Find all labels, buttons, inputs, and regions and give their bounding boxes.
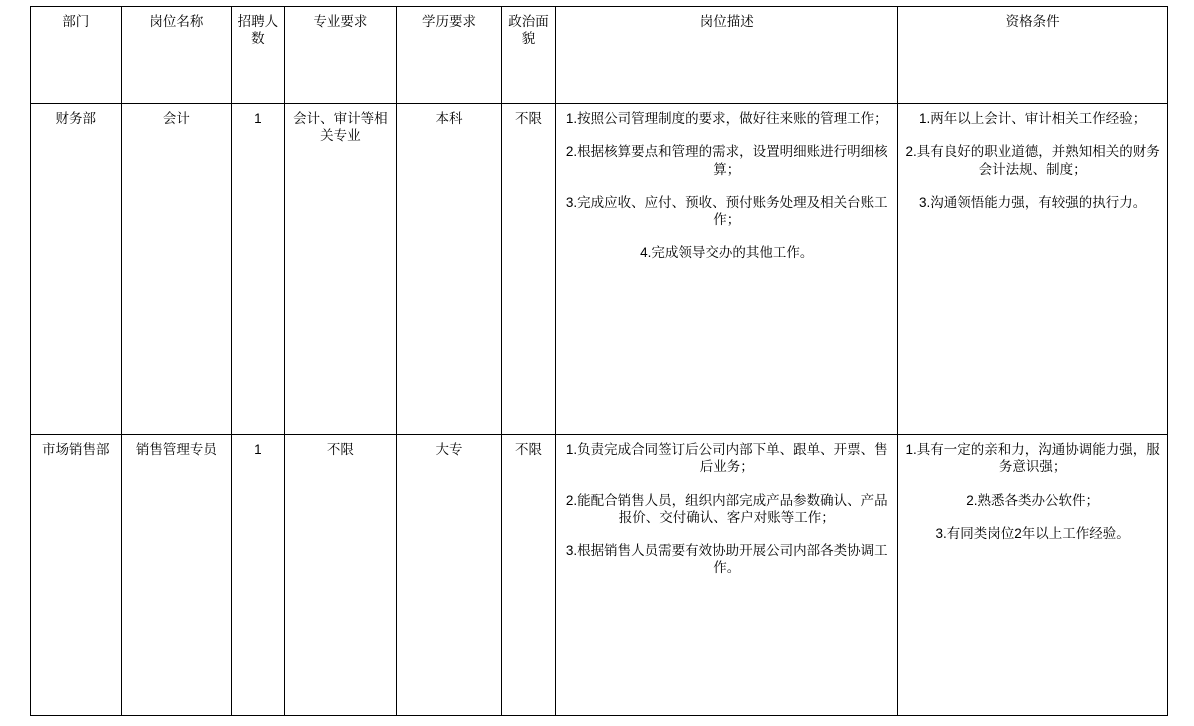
table-body xyxy=(31,104,1168,716)
qualification-item: 2.具有良好的职业道德，并熟知相关的财务会计法规、制度； xyxy=(905,144,1160,177)
cell-department: 财务部 xyxy=(31,104,122,435)
cell-education: 本科 xyxy=(397,104,502,435)
column-header-post-name: 岗位名称 xyxy=(121,7,232,104)
table-row xyxy=(31,104,1168,435)
cell-description xyxy=(556,104,898,435)
description-item: 1.负责完成合同签订后公司内部下单、跟单、开票、售后业务； xyxy=(565,442,888,475)
job-recruitment-table xyxy=(30,6,1168,716)
column-header-department: 部门 xyxy=(31,7,122,104)
table-row xyxy=(31,435,1168,716)
description-item: 2.根据核算要点和管理的需求，设置明细账进行明细核算； xyxy=(565,144,888,177)
qualification-item: 3.有同类岗位2年以上工作经验。 xyxy=(935,525,1130,541)
cell-post-name: 销售管理专员 xyxy=(121,435,232,716)
column-header-headcount: 招聘人数 xyxy=(232,7,284,104)
table-header-row xyxy=(31,7,1168,104)
qualification-item: 2.熟悉各类办公软件； xyxy=(966,492,1100,508)
cell-headcount: 1 xyxy=(232,104,284,435)
cell-major: 会计、审计等相关专业 xyxy=(284,104,397,435)
cell-education: 大专 xyxy=(397,435,502,716)
cell-politics: 不限 xyxy=(501,104,555,435)
cell-qualification xyxy=(898,104,1168,435)
column-header-politics: 政治面貌 xyxy=(501,7,555,104)
qualification-item: 1.两年以上会计、审计相关工作经验； xyxy=(919,111,1147,126)
table-header xyxy=(31,7,1168,104)
cell-politics: 不限 xyxy=(501,435,555,716)
description-item: 3.完成应收、应付、预收、预付账务处理及相关台账工作； xyxy=(565,194,888,228)
description-item: 1.按照公司管理制度的要求，做好往来账的管理工作； xyxy=(565,111,888,126)
column-header-major: 专业要求 xyxy=(284,7,397,104)
qualification-item: 3.沟通领悟能力强，有较强的执行力。 xyxy=(919,194,1147,210)
cell-post-name: 会计 xyxy=(121,104,232,435)
description-item: 2.能配合销售人员，组织内部完成产品参数确认、产品报价、交付确认、客户对账等工作； xyxy=(565,492,888,525)
cell-description xyxy=(556,435,898,716)
column-header-description: 岗位描述 xyxy=(556,7,898,104)
qualification-item: 1.具有一定的亲和力，沟通协调能力强，服务意识强； xyxy=(905,442,1160,475)
description-item: 4.完成领导交办的其他工作。 xyxy=(640,245,814,261)
cell-department: 市场销售部 xyxy=(31,435,122,716)
cell-major: 不限 xyxy=(284,435,397,716)
cell-headcount: 1 xyxy=(232,435,284,716)
cell-qualification xyxy=(898,435,1168,716)
column-header-education: 学历要求 xyxy=(397,7,502,104)
column-header-qualification: 资格条件 xyxy=(898,7,1168,104)
description-item: 3.根据销售人员需要有效协助开展公司内部各类协调工作。 xyxy=(565,543,888,576)
